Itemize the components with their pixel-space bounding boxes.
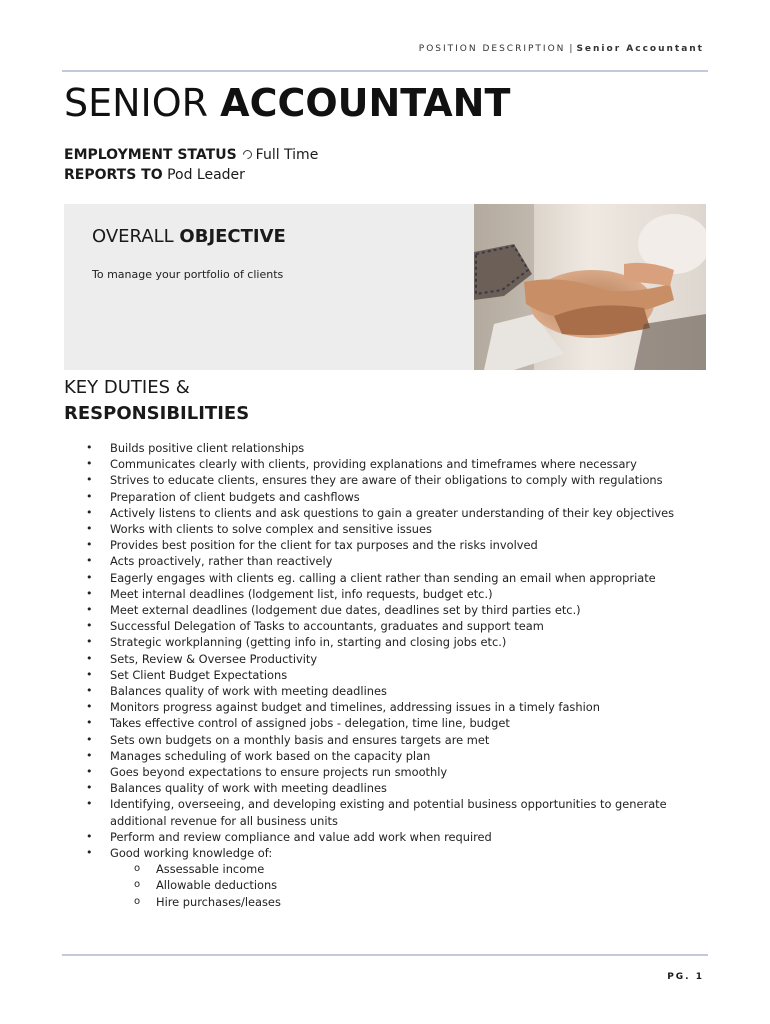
employment-status-value: Full Time (255, 147, 319, 163)
objective-heading-bold: OBJECTIVE (179, 226, 286, 247)
duty-text: Meet internal deadlines (lodgement list, info requests, budget etc.) (110, 586, 493, 601)
header-separator: | (569, 44, 573, 54)
duty-item (84, 456, 704, 472)
duty-text: Sets, Review & Oversee Productivity (110, 651, 318, 666)
page-header (419, 44, 704, 54)
duty-text: Manages scheduling of work based on the capacity plan (110, 748, 431, 763)
duty-item (84, 472, 704, 488)
duties-list (84, 440, 704, 910)
title-light: SENIOR (64, 81, 221, 125)
title-bold: ACCOUNTANT (220, 81, 511, 125)
knowledge-item: o Assessable income (110, 861, 704, 877)
employment-status-row (64, 145, 318, 165)
employment-status-label: EMPLOYMENT STATUS (64, 147, 237, 163)
duty-item (84, 796, 704, 828)
objective-panel (64, 204, 474, 370)
duty-text: Eagerly engages with clients eg. calling a client rather than sending an email when appropriate (110, 570, 656, 585)
duty-item (84, 570, 704, 586)
duty-item (84, 634, 704, 650)
duty-item (84, 489, 704, 505)
position-meta (64, 145, 318, 185)
duty-text: Balances quality of work with meeting deadlines (110, 684, 387, 699)
duty-text: Identifying, overseeing, and developing existing and potential business opportunities to generate additional revenue for all business units (110, 797, 667, 828)
objective-heading-light: OVERALL (92, 226, 180, 247)
duties-heading-line1: KEY DUTIES & (64, 377, 190, 398)
duty-text: Perform and review compliance and value add work when required (110, 829, 492, 844)
duty-item (84, 553, 704, 569)
duty-item (84, 715, 704, 731)
top-divider (62, 70, 708, 72)
duty-text: Successful Delegation of Tasks to accountants, graduates and support team (110, 619, 544, 634)
duty-text: Strategic workplanning (getting info in, starting and closing jobs etc.) (110, 635, 507, 650)
duty-text: Actively listens to clients and ask questions to gain a greater understanding of their key objectives (110, 505, 675, 520)
duty-item (84, 602, 704, 618)
duty-item (84, 667, 704, 683)
team-hands-photo (474, 204, 706, 370)
duty-item (84, 586, 704, 602)
knowledge-item: o Allowable deductions (110, 877, 704, 893)
duty-item (84, 683, 704, 699)
duty-item (84, 521, 704, 537)
bottom-divider (62, 954, 708, 956)
duties-heading (64, 375, 249, 427)
duty-item (84, 440, 704, 456)
header-section: POSITION DESCRIPTION (418, 44, 566, 54)
reports-to-row (64, 165, 318, 185)
duty-text: Builds positive client relationships (110, 441, 305, 455)
duty-text: Meet external deadlines (lodgement due dates, deadlines set by third parties etc.) (110, 603, 581, 618)
duty-item (84, 845, 704, 910)
duties-heading-line2: RESPONSIBILITIES (64, 403, 250, 424)
page-number: PG. 1 (667, 972, 704, 982)
header-role: Senior Accountant (576, 44, 704, 54)
duty-item (84, 829, 704, 845)
duty-text: Goes beyond expectations to ensure projects run smoothly (110, 765, 448, 780)
circle-icon (241, 148, 254, 161)
team-hands-image (474, 204, 706, 370)
duty-item (84, 505, 704, 521)
page-title (64, 80, 510, 126)
objective-heading (92, 226, 286, 247)
knowledge-sublist (110, 861, 704, 910)
duty-text: Preparation of client budgets and cashflows (110, 489, 360, 504)
duty-text: Balances quality of work with meeting deadlines (110, 781, 387, 796)
duty-item (84, 618, 704, 634)
duty-text: Monitors progress against budget and timelines, addressing issues in a timely fashion (110, 700, 600, 715)
duty-text: Set Client Budget Expectations (110, 667, 288, 682)
duty-item (84, 748, 704, 764)
duty-text: Strives to educate clients, ensures they are aware of their obligations to comply with regulations (110, 473, 663, 488)
duty-item (84, 780, 704, 796)
reports-to-label: REPORTS TO (64, 167, 163, 183)
duty-text: Communicates clearly with clients, providing explanations and timeframes where necessary (110, 457, 637, 472)
duty-item (84, 764, 704, 780)
duty-text: Provides best position for the client for tax purposes and the risks involved (110, 538, 538, 553)
duty-text: Acts proactively, rather than reactively (110, 554, 333, 569)
duty-text: Good working knowledge of: (110, 846, 273, 861)
objective-text: To manage your portfolio of clients (92, 268, 284, 281)
duty-text: Works with clients to solve complex and sensitive issues (110, 522, 432, 537)
duty-text: Takes effective control of assigned jobs - delegation, time line, budget (110, 716, 510, 731)
duty-item (84, 651, 704, 667)
duty-item (84, 699, 704, 715)
knowledge-item: o Hire purchases/leases (110, 894, 704, 910)
reports-to-value: Pod Leader (167, 167, 245, 183)
duty-text: Sets own budgets on a monthly basis and ensures targets are met (110, 732, 490, 747)
duty-item (84, 537, 704, 553)
duty-item (84, 732, 704, 748)
